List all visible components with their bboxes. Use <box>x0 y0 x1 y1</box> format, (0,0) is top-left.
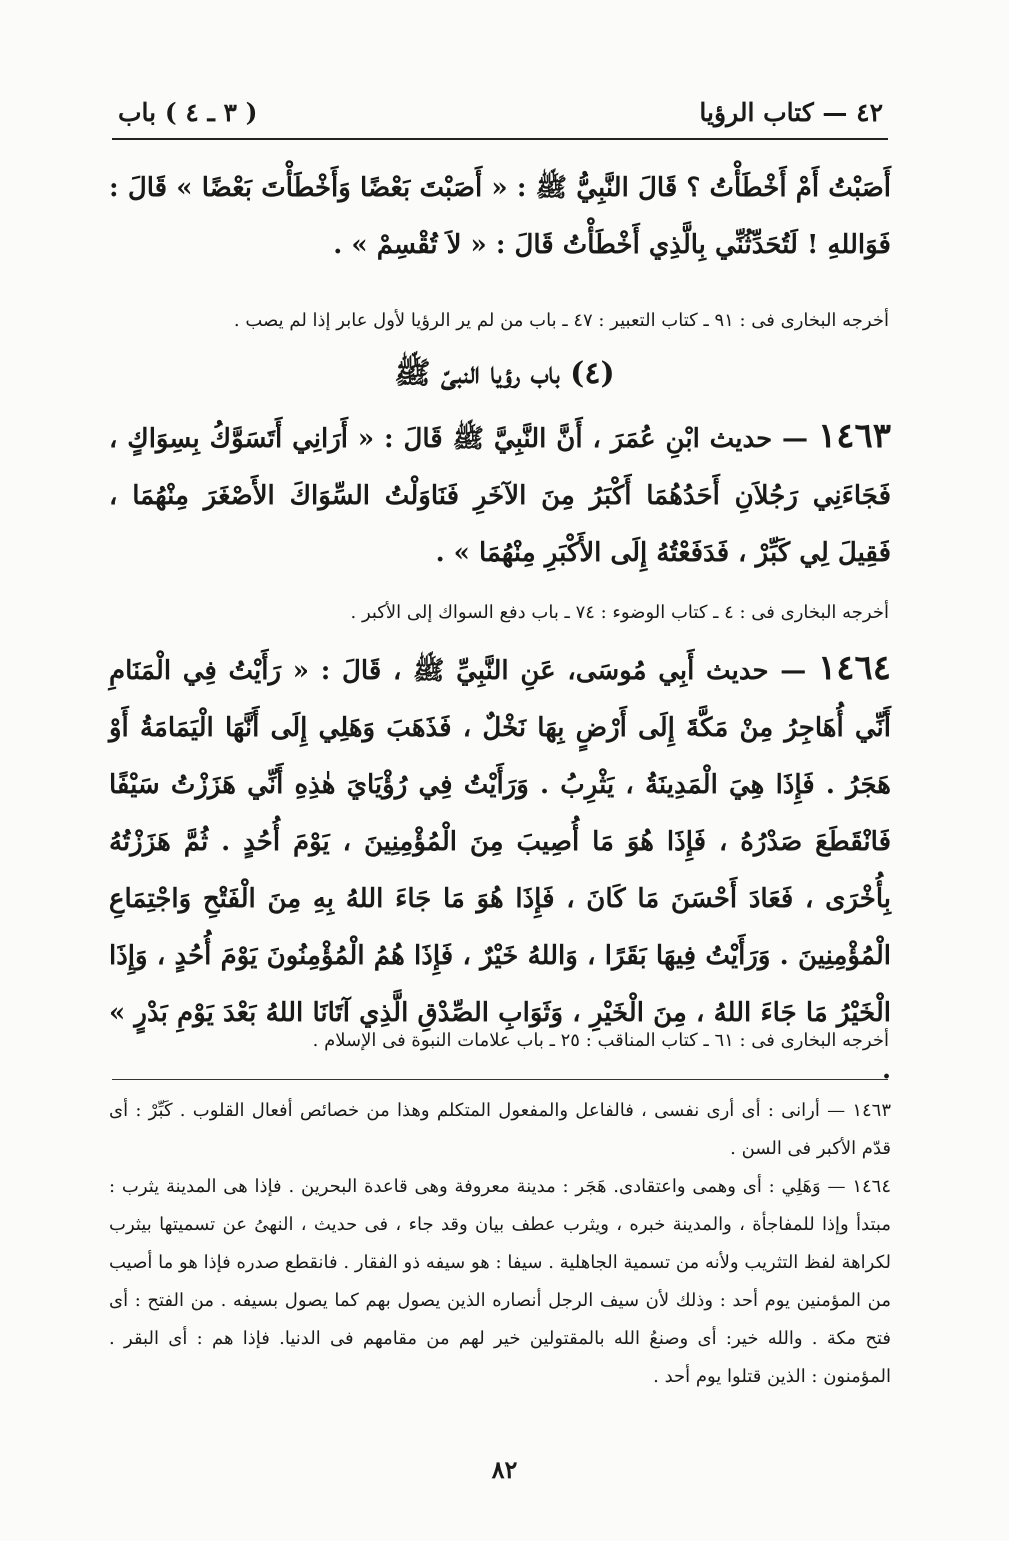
running-title: ٤٢ — كتاب الرؤيا <box>699 97 883 127</box>
hadith-text: — حديث أَبِي مُوسَى، عَنِ النَّبِيِّ ﷺ ، قَالَ : « رَأَيْتُ فِي الْمَنَامِ أَنِّي أُهَاجِرُ مِنْ مَكَّةَ إِلَى أَرْضٍ بِهَا نَخْلٌ ، فَذَهَبَ وَهَلِي إِلَى أَنَّهَا الْيَمَامَةُ أَوْ هَجَرُ . فَإِذَا هِيَ الْمَدِينَةُ ، يَثْرِبُ . وَرَأَيْتُ فِي رُؤْيَايَ هٰذِهِ أَنِّي هَزَزْتُ سَيْفًا فَانْقَطَعَ صَدْرُهُ ، فَإِذَا هُوَ مَا أُصِيبَ مِنَ الْمُؤْمِنِينَ ، يَوْمَ أُحُدٍ . ثُمَّ هَزَزْتُهُ بِأُخْرَى ، فَعَادَ أَحْسَنَ مَا كَانَ ، فَإِذَا هُوَ مَا جَاءَ اللهُ بِهِ مِنَ الْفَتْحِ وَاجْتِمَاعِ الْمُؤْمِنِينَ . وَرَأَيْتُ فِيهَا بَقَرًا ، وَاللهُ خَيْرٌ ، فَإِذَا هُمُ الْمُؤْمِنُونَ يَوْمَ أُحُدٍ ، وَإِذَا الْخَيْرُ مَا جَاءَ اللهُ ، مِنَ الْخَيْرِ ، وَثَوَابِ الصِّدْقِ الَّذِي آتَانَا اللهُ بَعْدَ يَوْمِ بَدْرٍ » . <box>109 656 891 1085</box>
footnote-1464: ١٤٦٤ — وَهَلِي : أى وهمى واعتقادى. هَجَر : مدينة معروفة وهى قاعدة البحرين . فإذا هى المدينة يثرب : مبتدأ وإذا للمفاجأة ، والمدينة خبره ، ويثرب عطف بيان وقد جاء ، فى حديث ، النهىُ عن تسميتها بيثرب لكراهة لفظ التثريب ولأنه من تسمية الجاهلية . سيفا : هو سيفه ذو الفقار . فانقطع صدره فإذا هو ما أصيب من المؤمنين يوم أحد : وذلك لأن سيف الرجل أنصاره الذين يصول بهم كما يصول بسيفه . من الفتح : أى فتح مكة . والله خير: أى وصنعُ الله بالمقتولين خير لهم من مقامهم فى الدنيا. فإذا هم : أى البقر . المؤمنون : الذين قتلوا يوم أحد . <box>109 1176 891 1387</box>
source-reference: أخرجه البخارى فى : ٤ ـ كتاب الوضوء : ٧٤ ـ باب دفع السواك إلى الأكبر . <box>350 602 889 623</box>
hadith-number: ١٤٦٤ <box>817 648 891 688</box>
hadith-number: ١٤٦٣ <box>817 416 891 456</box>
footnote-rule <box>112 1079 888 1080</box>
footnote-1463: ١٤٦٣ — أرانى : أى أرى نفسى ، فالفاعل والمفعول المتكلم وهذا من خصائص أفعال القلوب . كَبِّرْ : أى قدّم الأكبر فى السن . <box>109 1100 891 1159</box>
source-reference: أخرجه البخارى فى : ٦١ ـ كتاب المناقب : ٢٥ ـ باب علامات النبوة فى الإسلام . <box>312 1030 889 1051</box>
footnotes <box>109 1092 891 1396</box>
source-reference: أخرجه البخارى فى : ٩١ ـ كتاب التعبير : ٤٧ ـ باب من لم ير الرؤيا لأول عابر إذا لم يصب . <box>233 310 889 331</box>
page-number: ٨٢ <box>491 1455 518 1484</box>
chapter-heading: (٤) باب رؤيا النبىّ ﷺ <box>394 356 615 391</box>
hadith-text: — حديث ابْنِ عُمَرَ ، أَنَّ النَّبِيَّ ﷺ قَالَ : « أَرَانِي أَتَسَوَّكُ بِسِوَاكٍ ، فَجَاءَنِي رَجُلاَنِ أَحَدُهُمَا أَكْبَرُ مِنَ الآخَرِ فَنَاوَلْتُ السِّوَاكَ الأَصْغَرَ مِنْهُمَا ، فَقِيلَ لِي كَبِّرْ ، فَدَفَعْتُهُ إِلَى الأَكْبَرِ مِنْهُمَا » . <box>109 424 891 568</box>
continuation-text: أَصَبْتُ أَمْ أَخْطَأْتُ ؟ قَالَ النَّبِيُّ ﷺ : « أَصَبْتَ بَعْضًا وَأَخْطَأْتَ بَعْضًا » قَالَ : فَوَاللهِ ! لَتُحَدِّثُنِّي بِالَّذِي أَخْطَأْتُ قَالَ : « لاَ تُقْسِمْ » . <box>109 173 891 260</box>
hadith-1463 <box>109 408 891 582</box>
header-rule <box>112 138 888 140</box>
page-header <box>118 92 883 132</box>
chapter-range: ( ٣ ـ ٤ ) باب <box>118 97 258 127</box>
